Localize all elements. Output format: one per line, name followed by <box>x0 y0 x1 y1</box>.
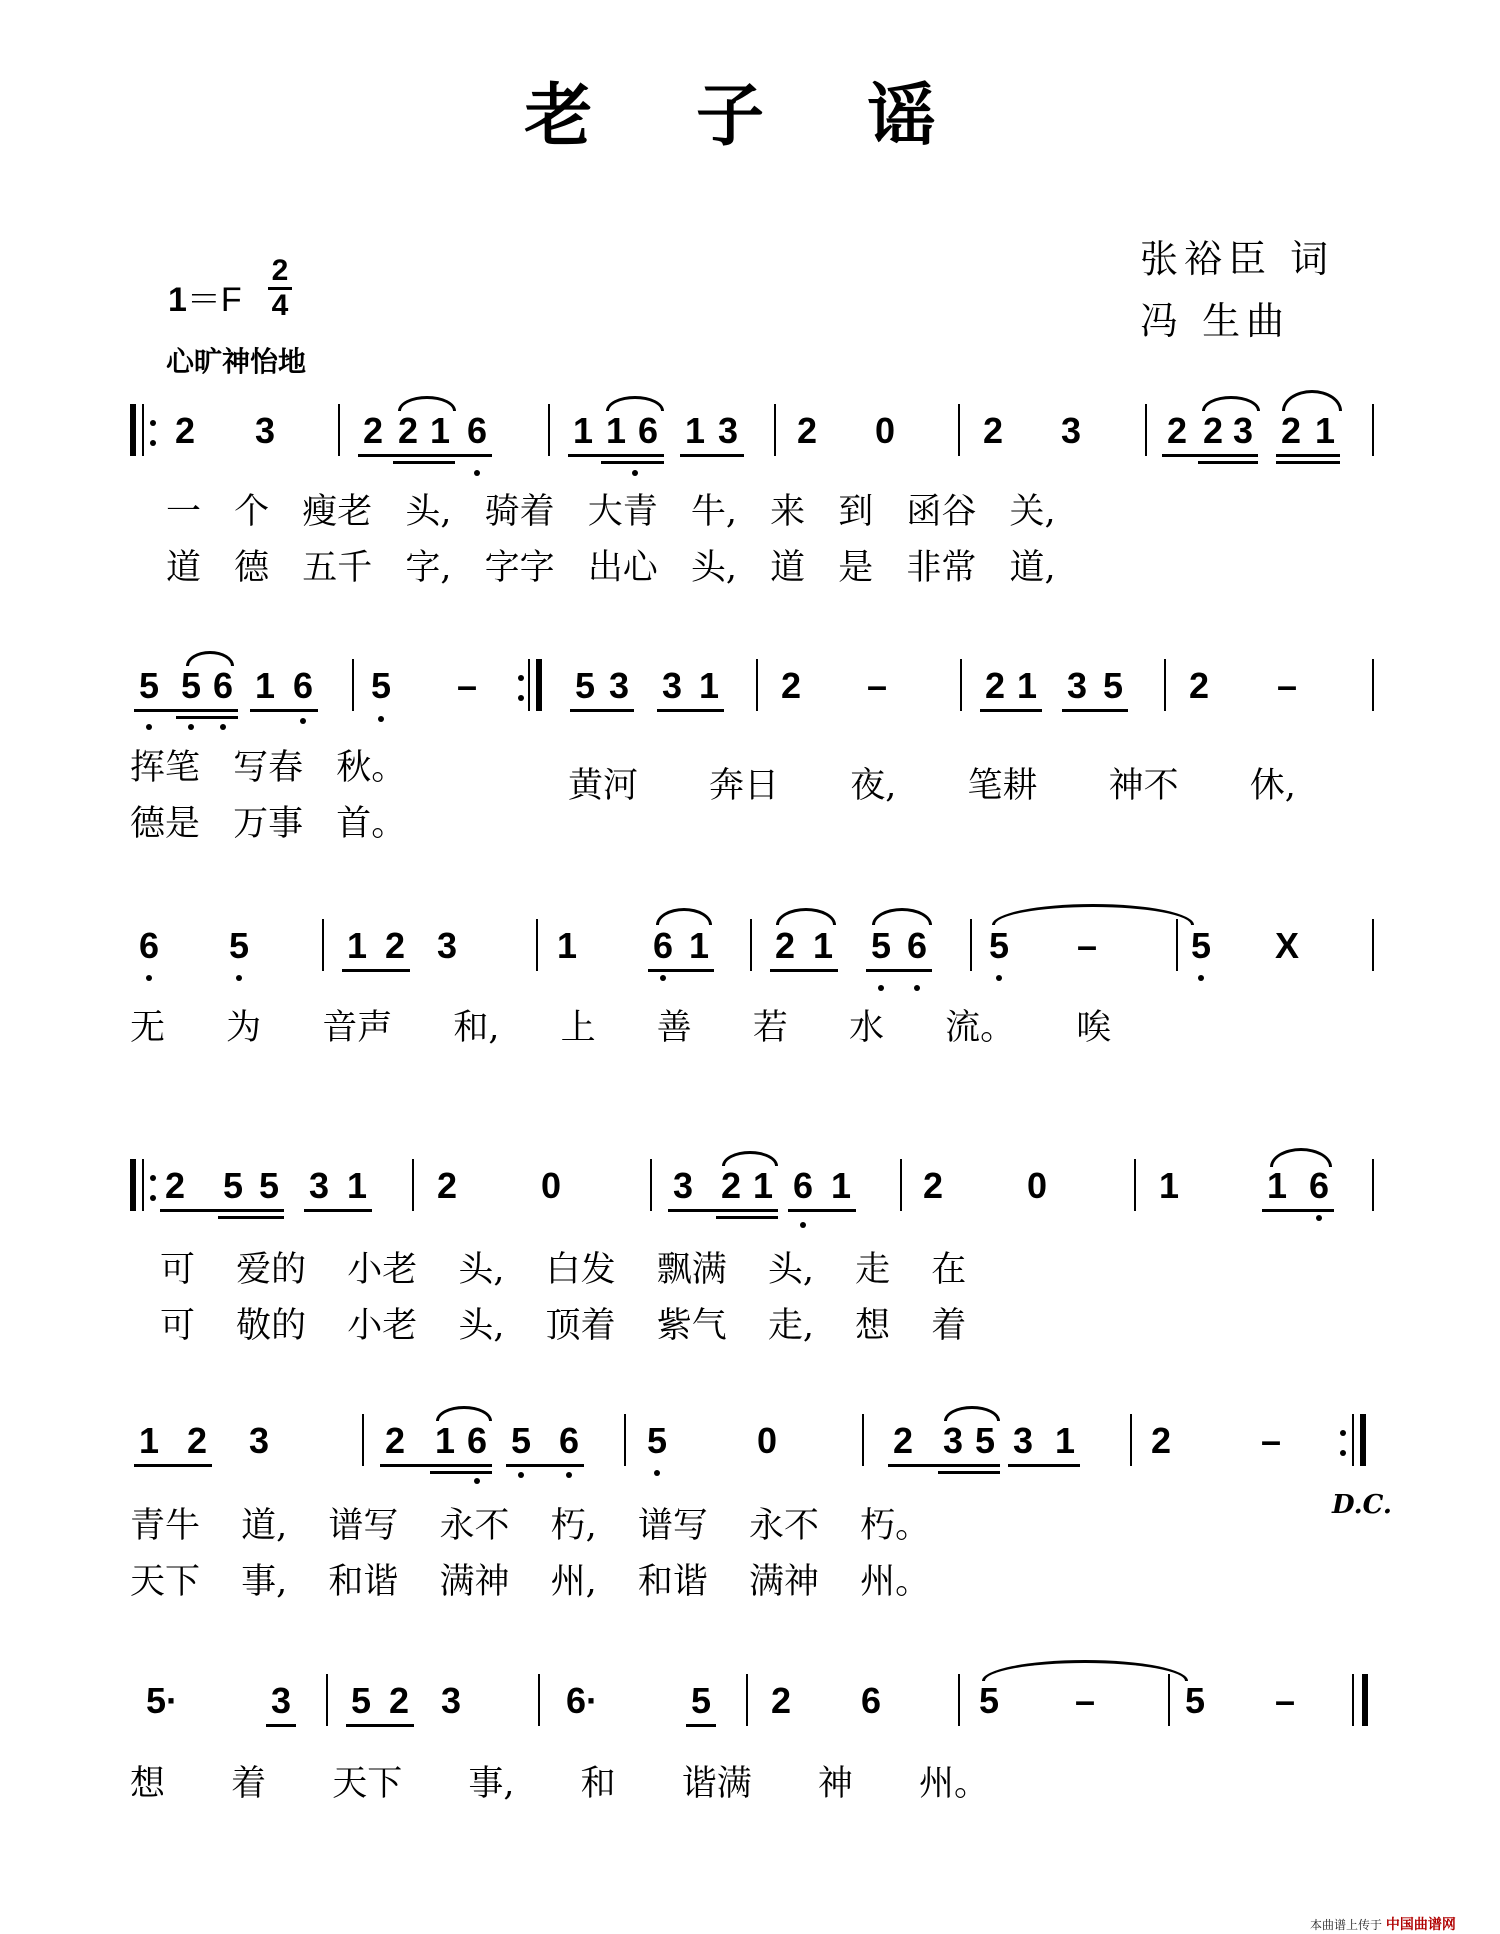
beam <box>134 1464 212 1467</box>
da-capo-marking: D.C. <box>1332 1490 1392 1520</box>
beam <box>1162 454 1258 457</box>
barline <box>1372 404 1374 456</box>
note: 1 <box>698 665 720 706</box>
barline <box>338 404 340 456</box>
note: 3 <box>717 410 739 451</box>
octave-dot <box>146 975 152 981</box>
octave-dot <box>566 1472 572 1478</box>
note: 2 <box>174 410 196 451</box>
dash: – <box>1074 1680 1096 1721</box>
note: 2 <box>397 410 419 451</box>
note: 1 <box>1314 410 1336 451</box>
repeat-end-barline <box>1360 1414 1366 1466</box>
beam <box>980 709 1042 712</box>
barline <box>1145 404 1147 456</box>
barline <box>352 659 354 711</box>
octave-dot <box>300 718 306 724</box>
octave-dot <box>800 1222 806 1228</box>
note: 5 <box>228 925 250 966</box>
beam <box>888 1464 1000 1467</box>
note: 1 <box>572 410 594 451</box>
barline <box>746 1674 748 1726</box>
beam <box>938 1471 1000 1474</box>
note: 5 <box>574 665 596 706</box>
repeat-start-barline <box>130 404 136 456</box>
note: 0 <box>540 1165 562 1206</box>
note: 2 <box>388 1680 410 1721</box>
lyric-line-verse1: 挥笔 写春 秋。 <box>130 748 407 788</box>
note: 1 <box>429 410 451 451</box>
octave-dot <box>518 1472 524 1478</box>
slur <box>398 396 456 411</box>
note: 6 <box>652 925 674 966</box>
barline <box>1164 659 1166 711</box>
barline <box>1176 919 1178 971</box>
time-bottom: 4 <box>271 289 289 322</box>
beam <box>346 1724 414 1727</box>
lyric-line-chorus: 黄河 奔日 夜, 笔耕 神不 休, <box>568 766 1296 806</box>
beam <box>176 716 238 719</box>
barline <box>142 404 144 456</box>
repeat-dot <box>1340 1430 1346 1436</box>
note: 5 <box>370 665 392 706</box>
lyric-line: 无 为 音声 和, 上 善 若 水 流。 唉 <box>130 1008 1112 1048</box>
note: 2 <box>770 1680 792 1721</box>
tie <box>982 1660 1188 1681</box>
note: 3 <box>661 665 683 706</box>
slur <box>776 908 836 925</box>
barline <box>958 404 960 456</box>
clap-mark: X <box>1274 925 1299 966</box>
barline <box>142 1159 144 1211</box>
note: 0 <box>1026 1165 1048 1206</box>
note: 1 <box>812 925 834 966</box>
barline <box>750 919 752 971</box>
repeat-start-barline <box>130 1159 136 1211</box>
barline <box>362 1414 364 1466</box>
barline <box>958 1674 960 1726</box>
note: 2 <box>796 410 818 451</box>
lyric-line: 想 着 天下 事, 和 谐满 神 州。 <box>130 1764 990 1804</box>
beam <box>866 969 932 972</box>
barline <box>548 404 550 456</box>
repeat-dot <box>150 440 156 446</box>
note: 3 <box>254 410 276 451</box>
note: 1 <box>346 1165 368 1206</box>
beam <box>1008 1464 1080 1467</box>
beam <box>430 1471 492 1474</box>
repeat-dot <box>518 695 524 701</box>
note: 6 <box>1308 1165 1330 1206</box>
note: 1 <box>346 925 368 966</box>
slur <box>1270 1148 1332 1167</box>
barline <box>900 1159 902 1211</box>
note: 2 <box>186 1420 208 1461</box>
lyric-line-verse2: 道 德 五千 字, 字字 出心 头, 道 是 非常 道, <box>166 548 1056 588</box>
site-logo[interactable]: 中国曲谱网 <box>1385 1917 1456 1933</box>
slur <box>606 396 664 411</box>
barline <box>756 659 758 711</box>
song-title: 老 子 谣 <box>524 76 976 156</box>
note: 3 <box>672 1165 694 1206</box>
note: 6 <box>792 1165 814 1206</box>
repeat-dot <box>150 420 156 426</box>
note: 1 <box>1158 1165 1180 1206</box>
final-barline <box>1362 1674 1368 1726</box>
beam <box>657 709 724 712</box>
note: 3 <box>270 1680 292 1721</box>
note: 5 <box>138 665 160 706</box>
note: 2 <box>984 665 1006 706</box>
octave-dot <box>660 975 666 981</box>
key-tonic: 1 <box>168 281 187 319</box>
note: 1 <box>605 410 627 451</box>
repeat-dot <box>1340 1450 1346 1456</box>
note: 0 <box>874 410 896 451</box>
time-signature <box>268 256 292 321</box>
note: 1 <box>688 925 710 966</box>
note: 5 <box>690 1680 712 1721</box>
note: 5 <box>350 1680 372 1721</box>
dash: – <box>1276 665 1298 706</box>
beam <box>380 1464 492 1467</box>
note: 6· <box>565 1680 598 1721</box>
repeat-dot <box>150 1195 156 1201</box>
note: 3 <box>248 1420 270 1461</box>
note: 3 <box>1066 665 1088 706</box>
note: 2 <box>436 1165 458 1206</box>
key-equals: ＝F <box>186 281 242 319</box>
slur <box>1202 396 1260 411</box>
note: 3 <box>608 665 630 706</box>
beam <box>134 709 238 712</box>
barline <box>1352 1674 1354 1726</box>
note: 6 <box>292 665 314 706</box>
note: 2 <box>774 925 796 966</box>
lyric-line-verse1: 青牛 道, 谱写 永不 朽, 谱写 永不 朽。 <box>130 1506 931 1546</box>
barline <box>650 1159 652 1211</box>
repeat-end-barline <box>536 659 542 711</box>
octave-dot <box>220 724 226 730</box>
beam <box>601 461 664 464</box>
barline <box>322 919 324 971</box>
note: 6 <box>860 1680 882 1721</box>
beam <box>686 1724 716 1727</box>
note: 3 <box>942 1420 964 1461</box>
barline <box>1352 1414 1354 1466</box>
octave-dot <box>914 985 920 991</box>
note: 5 <box>870 925 892 966</box>
beam <box>570 709 634 712</box>
note: 6 <box>466 410 488 451</box>
note: 1 <box>684 410 706 451</box>
beam <box>1262 1209 1334 1212</box>
note: 3 <box>436 925 458 966</box>
note: 2 <box>1188 665 1210 706</box>
dash: – <box>456 665 478 706</box>
barline <box>412 1159 414 1211</box>
barline <box>774 404 776 456</box>
octave-dot <box>188 724 194 730</box>
note: 3 <box>1060 410 1082 451</box>
note: 6 <box>558 1420 580 1461</box>
note: 1 <box>1054 1420 1076 1461</box>
octave-dot <box>654 1470 660 1476</box>
beam <box>680 454 744 457</box>
barline <box>1372 919 1374 971</box>
beam <box>668 1209 778 1212</box>
note: 5· <box>145 1680 178 1721</box>
beam <box>1276 454 1340 457</box>
barline <box>536 919 538 971</box>
octave-dot <box>632 470 638 476</box>
note: 2 <box>384 1420 406 1461</box>
barline <box>1134 1159 1136 1211</box>
note: 1 <box>752 1165 774 1206</box>
repeat-dot <box>518 675 524 681</box>
note: 1 <box>830 1165 852 1206</box>
beam <box>160 1209 284 1212</box>
barline <box>1168 1674 1170 1726</box>
lyric-line-verse2: 德是 万事 首。 <box>130 804 407 844</box>
slur <box>722 1151 778 1166</box>
note: 3 <box>1012 1420 1034 1461</box>
note: 1 <box>434 1420 456 1461</box>
note: 5 <box>1184 1680 1206 1721</box>
note: 5 <box>1190 925 1212 966</box>
note: 3 <box>308 1165 330 1206</box>
barline <box>970 919 972 971</box>
beam <box>342 969 410 972</box>
beam <box>250 709 318 712</box>
footer-credit <box>1310 1914 1456 1934</box>
note: 1 <box>1016 665 1038 706</box>
note: 5 <box>974 1420 996 1461</box>
beam <box>393 461 455 464</box>
note: 2 <box>720 1165 742 1206</box>
note: 6 <box>466 1420 488 1461</box>
note: 1 <box>556 925 578 966</box>
barline <box>960 659 962 711</box>
note: 2 <box>164 1165 186 1206</box>
dash: – <box>1274 1680 1296 1721</box>
note: 5 <box>180 665 202 706</box>
lyric-line-verse2: 可 敬的 小老 头, 顶着 紫气 走, 想 着 <box>160 1306 967 1346</box>
barline <box>1130 1414 1132 1466</box>
note: 2 <box>1280 410 1302 451</box>
slur <box>436 1406 492 1421</box>
octave-dot <box>1316 1215 1322 1221</box>
note: 2 <box>1150 1420 1172 1461</box>
barline <box>862 1414 864 1466</box>
note: 2 <box>780 665 802 706</box>
dash: – <box>1076 925 1098 966</box>
note: 5 <box>222 1165 244 1206</box>
note: 2 <box>982 410 1004 451</box>
note: 2 <box>922 1165 944 1206</box>
lyric-line-verse1: 可 爱的 小老 头, 白发 飘满 头, 走 在 <box>160 1250 967 1290</box>
time-top: 2 <box>271 254 289 287</box>
beam <box>1062 709 1128 712</box>
footer-text: 本曲谱上传于 <box>1310 1918 1383 1932</box>
slur <box>186 651 234 666</box>
note: 3 <box>440 1680 462 1721</box>
slur <box>656 908 712 925</box>
note: 2 <box>362 410 384 451</box>
note: 6 <box>212 665 234 706</box>
barline <box>528 659 530 711</box>
note: 1 <box>138 1420 160 1461</box>
beam <box>1276 461 1340 464</box>
note: 2 <box>384 925 406 966</box>
octave-dot <box>1198 975 1204 981</box>
barline <box>326 1674 328 1726</box>
octave-dot <box>146 724 152 730</box>
octave-dot <box>474 470 480 476</box>
tie <box>992 904 1194 925</box>
lyric-line-verse1: 一 个 瘦老 头, 骑着 大青 牛, 来 到 函谷 关, <box>166 492 1056 532</box>
note: 5 <box>510 1420 532 1461</box>
note: 5 <box>1102 665 1124 706</box>
beam <box>304 1209 372 1212</box>
note: 1 <box>1266 1165 1288 1206</box>
octave-dot <box>996 975 1002 981</box>
note: 2 <box>892 1420 914 1461</box>
tempo-marking: 心旷神怡地 <box>166 345 307 378</box>
note: 6 <box>138 925 160 966</box>
barline <box>538 1674 540 1726</box>
note: 1 <box>254 665 276 706</box>
note: 2 <box>1202 410 1224 451</box>
note: 6 <box>906 925 928 966</box>
slur <box>1282 390 1342 411</box>
beam <box>568 454 664 457</box>
lyricist-credit: 张裕臣 词 <box>1140 237 1335 281</box>
beam <box>266 1724 296 1727</box>
dash: – <box>866 665 888 706</box>
note: 3 <box>1232 410 1254 451</box>
beam <box>358 454 492 457</box>
beam <box>788 1209 856 1212</box>
slur <box>944 1406 1000 1421</box>
octave-dot <box>474 1478 480 1484</box>
beam <box>218 1216 284 1219</box>
key-signature <box>168 272 242 321</box>
lyric-line-verse2: 天下 事, 和谐 满神 州, 和谐 满神 州。 <box>130 1562 931 1602</box>
dash: – <box>1260 1420 1282 1461</box>
note: 5 <box>978 1680 1000 1721</box>
beam <box>716 1216 778 1219</box>
barline <box>1372 659 1374 711</box>
beam <box>770 969 838 972</box>
note: 0 <box>756 1420 778 1461</box>
octave-dot <box>378 716 384 722</box>
note: 5 <box>258 1165 280 1206</box>
octave-dot <box>878 985 884 991</box>
beam <box>648 969 714 972</box>
beam <box>1198 461 1258 464</box>
repeat-dot <box>150 1175 156 1181</box>
octave-dot <box>236 975 242 981</box>
barline <box>1372 1159 1374 1211</box>
beam <box>506 1464 584 1467</box>
barline <box>624 1414 626 1466</box>
note: 5 <box>646 1420 668 1461</box>
note: 6 <box>637 410 659 451</box>
composer-credit: 冯 生曲 <box>1140 299 1291 343</box>
note: 5 <box>988 925 1010 966</box>
note: 2 <box>1166 410 1188 451</box>
slur <box>872 908 932 925</box>
